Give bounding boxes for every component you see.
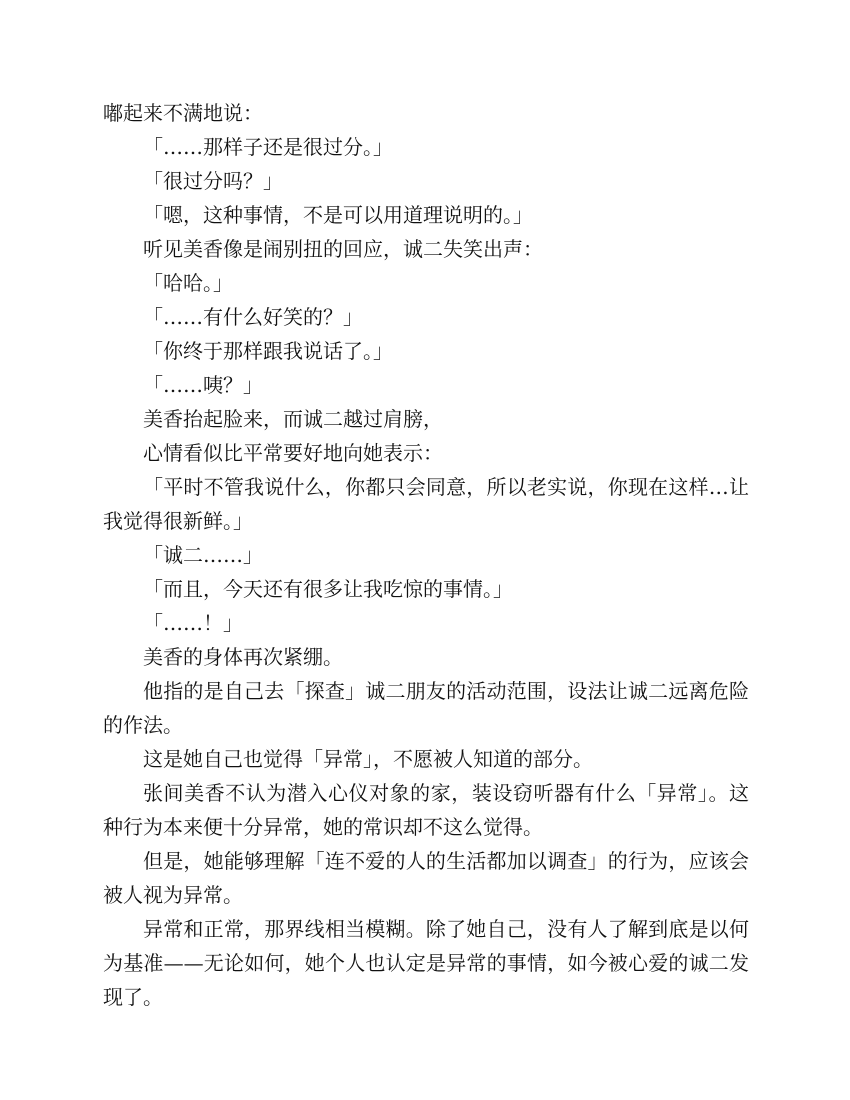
paragraph: 美香抬起脸来，而诚二越过肩膀， [143,407,443,431]
paragraph: 张间美香不认为潜入心仪对象的家，装设窃听器有什么「异常」。这种行为本来便十分异常，她的常识却不这么觉得。 [103,781,749,839]
paragraph: 「……！」 [143,611,243,635]
paragraph: 「嗯，这种事情，不是可以用道理说明的。」 [143,203,533,227]
paragraph: 这是她自己也觉得「异常」，不愿被人知道的部分。 [143,747,593,771]
paragraph: 嘟起来不满地说： [103,101,263,125]
paragraph: 「你终于那样跟我说话了。」 [143,339,393,363]
paragraph: 「……那样子还是很过分。」 [143,135,393,159]
paragraph: 「而且，今天还有很多让我吃惊的事情。」 [143,577,513,601]
paragraph: 异常和正常，那界线相当模糊。除了她自己，没有人了解到底是以何为基准——无论如何，她个人也认定是异常的事情，如今被心爱的诚二发现了。 [103,917,749,1009]
paragraph: 「哈哈。」 [143,271,233,295]
paragraph: 「……咦？」 [143,373,263,397]
paragraph: 心情看似比平常要好地向她表示： [143,441,443,465]
paragraph: 「平时不管我说什么，你都只会同意，所以老实说，你现在这样…让我觉得很新鲜。」 [103,475,749,533]
paragraph: 美香的身体再次紧绷。 [143,645,343,669]
paragraph: 「……有什么好笑的？」 [143,305,363,329]
paragraph: 他指的是自己去「探查」诚二朋友的活动范围，设法让诚二远离危险的作法。 [103,679,749,737]
document-page [103,96,749,1014]
paragraph: 「诚二……」 [143,543,263,567]
paragraph: 但是，她能够理解「连不爱的人的生活都加以调查」的行为，应该会被人视为异常。 [103,849,749,907]
paragraph: 「很过分吗？」 [143,169,283,193]
paragraph: 听见美香像是闹别扭的回应，诚二失笑出声： [143,237,543,261]
